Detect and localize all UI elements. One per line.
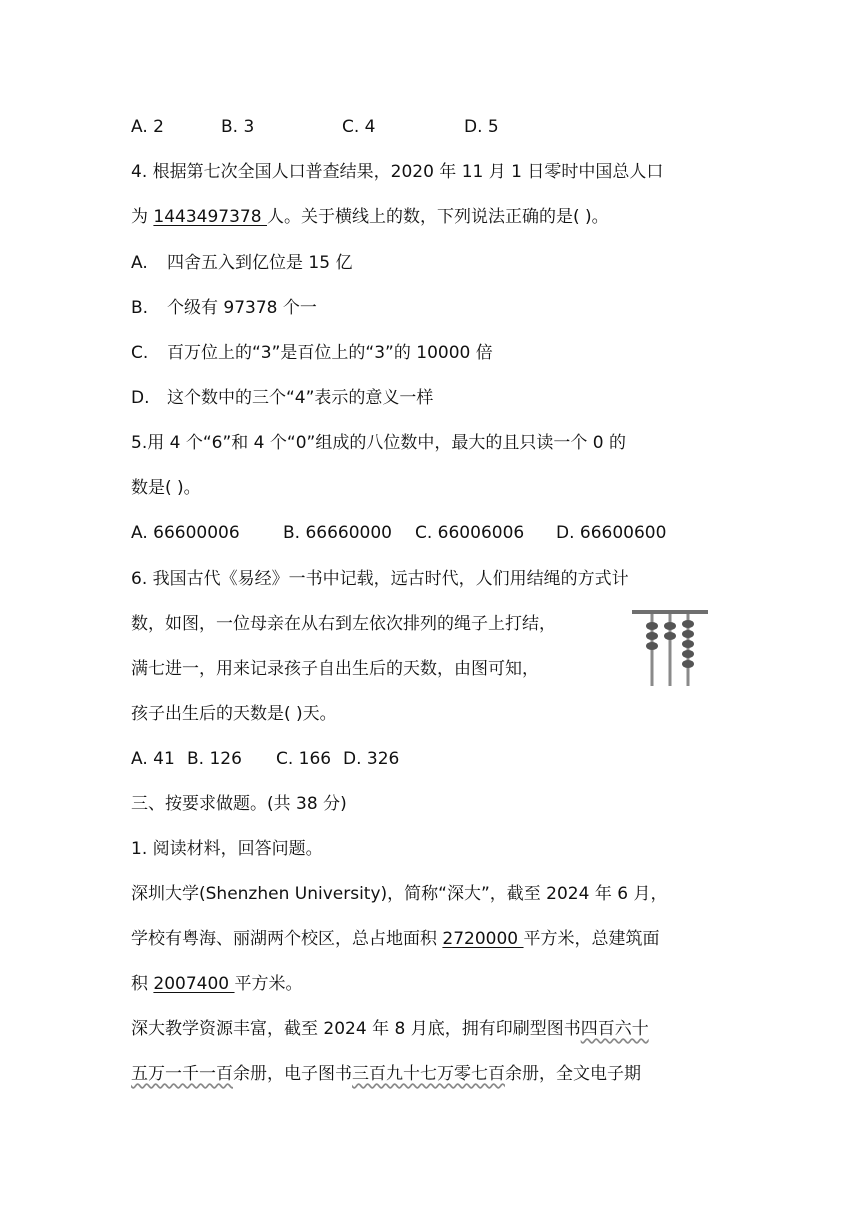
q3-option-b: B. 3 <box>221 117 255 137</box>
section-3-q1-title: 1. 阅读材料，回答问题。 <box>131 839 323 859</box>
text: 深大教学资源丰富，截至 2024 年 8 月底，拥有印刷型图书 <box>131 1019 581 1039</box>
option-label: B. <box>131 298 149 318</box>
option-text: 这个数中的三个“4”表示的意义一样 <box>167 388 434 408</box>
material-p1-line3 <box>131 971 303 997</box>
knotted-rope-figure <box>632 610 708 690</box>
option-text: 百万位上的“3”是百位上的“3”的 10000 倍 <box>167 343 493 363</box>
knots-right <box>682 620 694 668</box>
q6-stem-line2: 数，如图，一位母亲在从右到左依次排列的绳子上打结， <box>131 614 556 634</box>
material-p1-line2 <box>131 926 660 952</box>
text: 余册，全文电子期 <box>505 1064 641 1084</box>
q5-stem-line1: 5.用 4 个“6”和 4 个“0”组成的八位数中，最大的且只读一个 0 的 <box>131 433 626 453</box>
rope-bar <box>632 610 708 614</box>
text: 平方米。 <box>234 974 303 994</box>
q5-option-c: C. 66006006 <box>415 523 525 543</box>
q3-options <box>131 114 499 140</box>
material-p2-line2 <box>131 1061 641 1087</box>
q4-prefix: 为 <box>131 207 154 227</box>
q4-option-a <box>131 250 352 276</box>
building-area-number: 2007400 <box>153 974 235 994</box>
q4-option-c <box>131 340 493 366</box>
q5-option-a: A. 66600006 <box>131 523 240 543</box>
q3-option-d: D. 5 <box>464 117 499 137</box>
q5-options <box>131 520 666 546</box>
text: 余册，电子图书 <box>233 1064 352 1084</box>
material-p1-line1: 深圳大学(Shenzhen University)，简称“深大”，截至 2024 年 6 月， <box>131 884 668 904</box>
text: 学校有粤海、丽湖两个校区，总占地面积 <box>131 929 443 949</box>
q3-option-c: C. 4 <box>342 117 376 137</box>
q6-stem-line1: 6. 我国古代《易经》一书中记载，远古时代，人们用结绳的方式计 <box>131 569 629 589</box>
material-p2-line1 <box>131 1016 649 1042</box>
option-text: 个级有 97378 个一 <box>167 298 317 318</box>
q6-stem-line3: 满七进一，用来记录孩子自出生后的天数，由图可知， <box>131 659 539 679</box>
q4-option-d <box>131 385 433 411</box>
text: 积 <box>131 974 154 994</box>
text: 平方米，总建筑面 <box>523 929 660 949</box>
option-label: C. <box>131 343 149 363</box>
ebooks-number: 三百九十七万零七百 <box>352 1064 505 1084</box>
q4-stem-line2 <box>131 204 609 230</box>
land-area-number: 2720000 <box>442 929 524 949</box>
q5-option-b: B. 66660000 <box>283 523 392 543</box>
q5-option-d: D. 66600600 <box>556 523 667 543</box>
q4-stem-line1: 4. 根据第七次全国人口普查结果，2020 年 11 月 1 日零时中国总人口 <box>131 162 664 182</box>
q5-stem-line2: 数是( )。 <box>131 478 201 498</box>
printed-books-number-part1: 四百六十 <box>580 1019 649 1039</box>
option-label: D. <box>131 388 150 408</box>
section-3-title: 三、按要求做题。(共 38 分) <box>131 794 347 814</box>
q3-option-a: A. 2 <box>131 117 164 137</box>
q4-option-b <box>131 295 317 321</box>
q6-option-a: A. 41 <box>131 749 175 769</box>
printed-books-number-part2: 五万一千一百 <box>131 1064 233 1084</box>
q4-suffix: 人。关于横线上的数，下列说法正确的是( )。 <box>266 207 609 227</box>
q6-options <box>131 746 399 772</box>
knots-left <box>646 622 658 650</box>
q6-option-b: B. 126 <box>187 749 242 769</box>
option-text: 四舍五入到亿位是 15 亿 <box>167 253 353 273</box>
q6-option-d: D. 326 <box>343 749 400 769</box>
q6-stem-line4: 孩子出生后的天数是( )天。 <box>131 704 337 724</box>
q6-option-c: C. 166 <box>276 749 332 769</box>
q4-number: 1443497378 <box>153 207 267 227</box>
option-label: A. <box>131 253 148 273</box>
